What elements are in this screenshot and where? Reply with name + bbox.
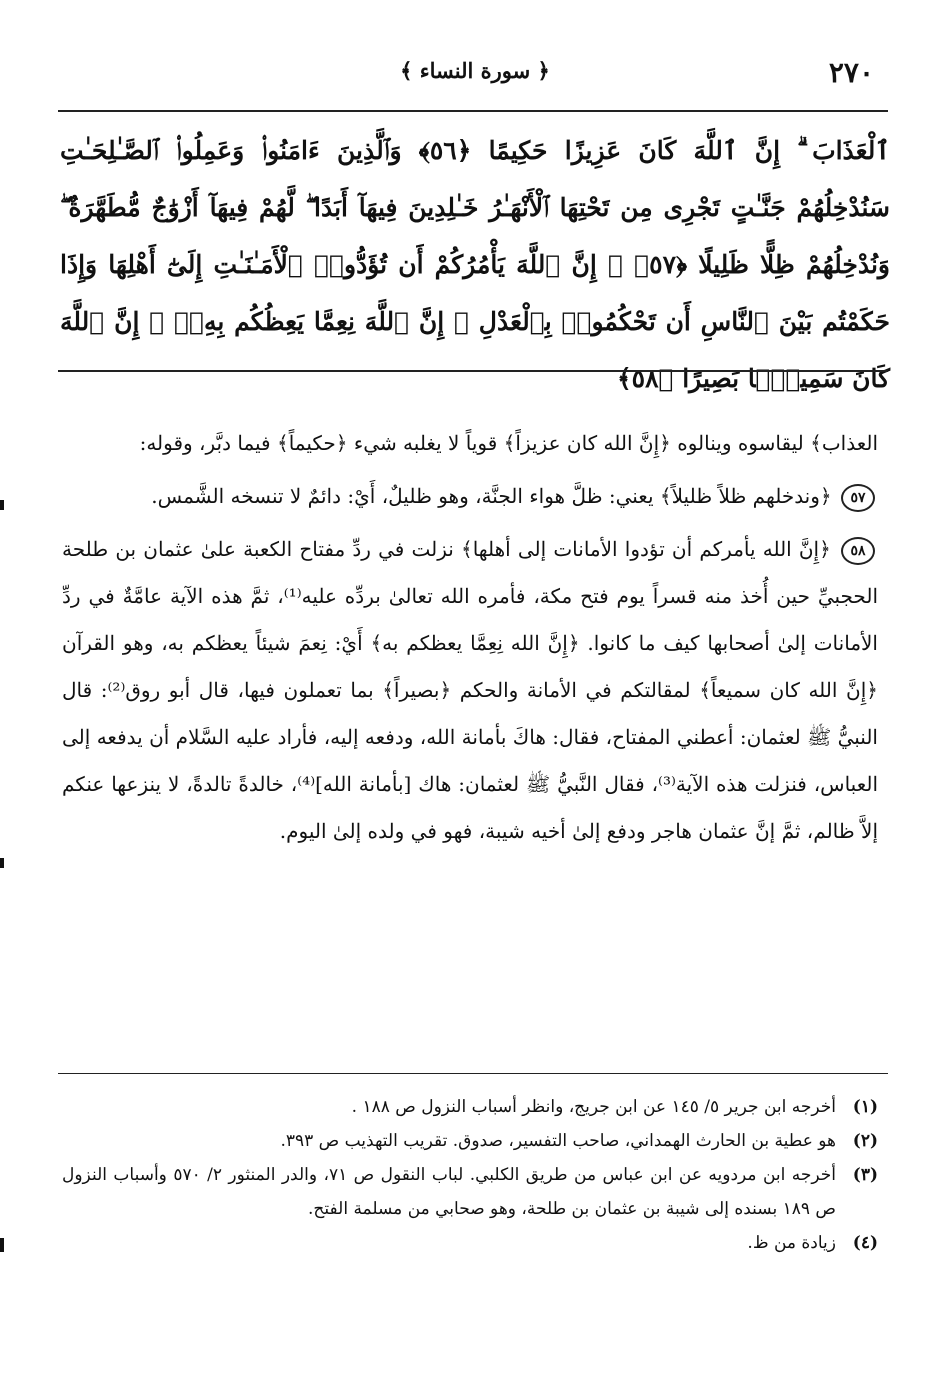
footnote (62, 1158, 878, 1226)
footnote-text: أخرجه ابن مردويه عن ابن عباس من طريق الكلبي. لباب النقول ص ٧١، والدر المنثور ٢/ ٥٧٠ وأسباب النزول ص ١٨٩ بسنده إلى شيبة بن عثمان بن طلحة، وهو صحابي من مسلمة الفتح. (62, 1165, 836, 1219)
verses-divider (58, 370, 888, 372)
footnote-text: زيادة من ظ. (747, 1233, 836, 1253)
commentary-paragraph-2-text: ﴿وندخلهم ظلاً ظليلاً﴾ يعني: ظلَّ هواء الجنَّة، وهو ظليلٌ، أَيْ: دائمٌ لا تنسخه الشَّمس. (151, 484, 832, 508)
footnote-number: (١) (852, 1097, 878, 1117)
footnote-number: (٣) (852, 1165, 878, 1185)
footnote-number: (٢) (852, 1131, 878, 1151)
footnotes (62, 1090, 878, 1330)
surah-title: ﴿ سورة النساء ﴾ (400, 58, 550, 83)
ayah-number-badge: ٥٨ (841, 537, 875, 565)
footnote-text: أخرجه ابن جرير ٥/ ١٤٥ عن ابن جريج، وانظر أسباب النزول ص ١٨٨ . (351, 1097, 836, 1117)
page-number: ٢٧٠ (828, 56, 874, 89)
page-header (58, 50, 892, 100)
quran-verses-block: ٱلْعَذَابَ ۗ إِنَّ ٱللَّهَ كَانَ عَزِيزًا حَكِيمًا ﴿٥٦﴾ وَٱلَّذِينَ ءَامَنُوا۟ وَعَمِلُوا۟ ٱلصَّـٰلِحَـٰتِ سَنُدْخِلُهُمْ جَنَّـٰتٍ تَجْرِى مِن تَحْتِهَا ٱلْأَنْهَـٰرُ خَـٰلِدِينَ فِيهَآ أَبَدًا ۖ لَّهُمْ فِيهَآ أَزْوَٰجٌ مُّطَهَّرَةٌ ۖ وَنُدْخِلُهُمْ ظِلًّا ظَلِيلًا ﴿٥٧﴾ ۞ إِنَّ ٱللَّهَ يَأْمُرُكُمْ أَن تُؤَدُّوا۟ ٱلْأَمَـٰنَـٰتِ إِلَىٰٓ أَهْلِهَا وَإِذَا حَكَمْتُم بَيْنَ ٱلنَّاسِ أَن تَحْكُمُوا۟ بِٱلْعَدْلِ ۚ إِنَّ ٱللَّهَ نِعِمَّا يَعِظُكُم بِهِۦٓ ۗ إِنَّ ٱللَّهَ كَانَ سَمِيعًۢا بَصِيرًا ﴿٥٨﴾ (60, 136, 891, 393)
scan-edge-mark (0, 500, 4, 510)
footnote (62, 1226, 878, 1260)
commentary-paragraph-3-text: ﴿إِنَّ الله يأمركم أن تؤدوا الأمانات إلى أهلها﴾ نزلت في ردِّ مفتاح الكعبة علىٰ عثمان بن طلحة الحجبيِّ حين أُخذ منه قسراً يوم فتح مكة، فأمره الله تعالىٰ بردِّه عليه⁽¹⁾، ثمَّ هذه الآية عامَّةٌ في ردِّ الأمانات إلىٰ أصحابها كيف ما كانوا. ﴿إِنَّ الله نِعِمَّا يعظكم به﴾ أَيْ: نِعمَ شيئاً يعظكم به، وهو القرآن ﴿إِنَّ الله كان سميعاً﴾ لمقالتكم في الأمانة والحكم ﴿بصيراً﴾ بما تعملون فيها، قال أبو روق⁽²⁾: قال النبيُّ ﷺ لعثمان: أعطني المفتاح، فقال: هاكَ بأمانة الله، ودفعه إليه، فأراد عليه السَّلام أن يدفعه إلى العباس، فنزلت هذه الآية⁽³⁾، فقال النَّبيُّ ﷺ لعثمان: هاك [بأمانة الله]⁽⁴⁾، خالدةً تالدةً، لا ينزعها عنكم إلاَّ ظالم، ثمَّ إنَّ عثمان هاجر ودفع إلىٰ أخيه شيبة، فهو في ولده إلىٰ اليوم. (62, 537, 878, 843)
footnote-number: (٤) (852, 1233, 878, 1253)
header-divider (58, 110, 888, 112)
footnote-text: هو عطية بن الحارث الهمداني، صاحب التفسير، صدوق. تقريب التهذيب ص ٣٩٣. (280, 1131, 836, 1151)
footnote (62, 1090, 878, 1124)
commentary-body (62, 420, 878, 1040)
scan-edge-mark (0, 858, 4, 868)
commentary-paragraph-2 (62, 473, 878, 520)
commentary-paragraph-3 (62, 526, 878, 855)
footnote-divider (58, 1073, 888, 1074)
commentary-paragraph-1: العذاب﴾ ليقاسوه وينالوه ﴿إِنَّ الله كان عزيزاً﴾ قوياً لا يغلبه شيء ﴿حكيماً﴾ فيما دبَّر، وقوله: (139, 431, 878, 455)
ayah-number-badge: ٥٧ (841, 484, 875, 512)
scan-edge-mark (0, 1238, 4, 1252)
footnote (62, 1124, 878, 1158)
